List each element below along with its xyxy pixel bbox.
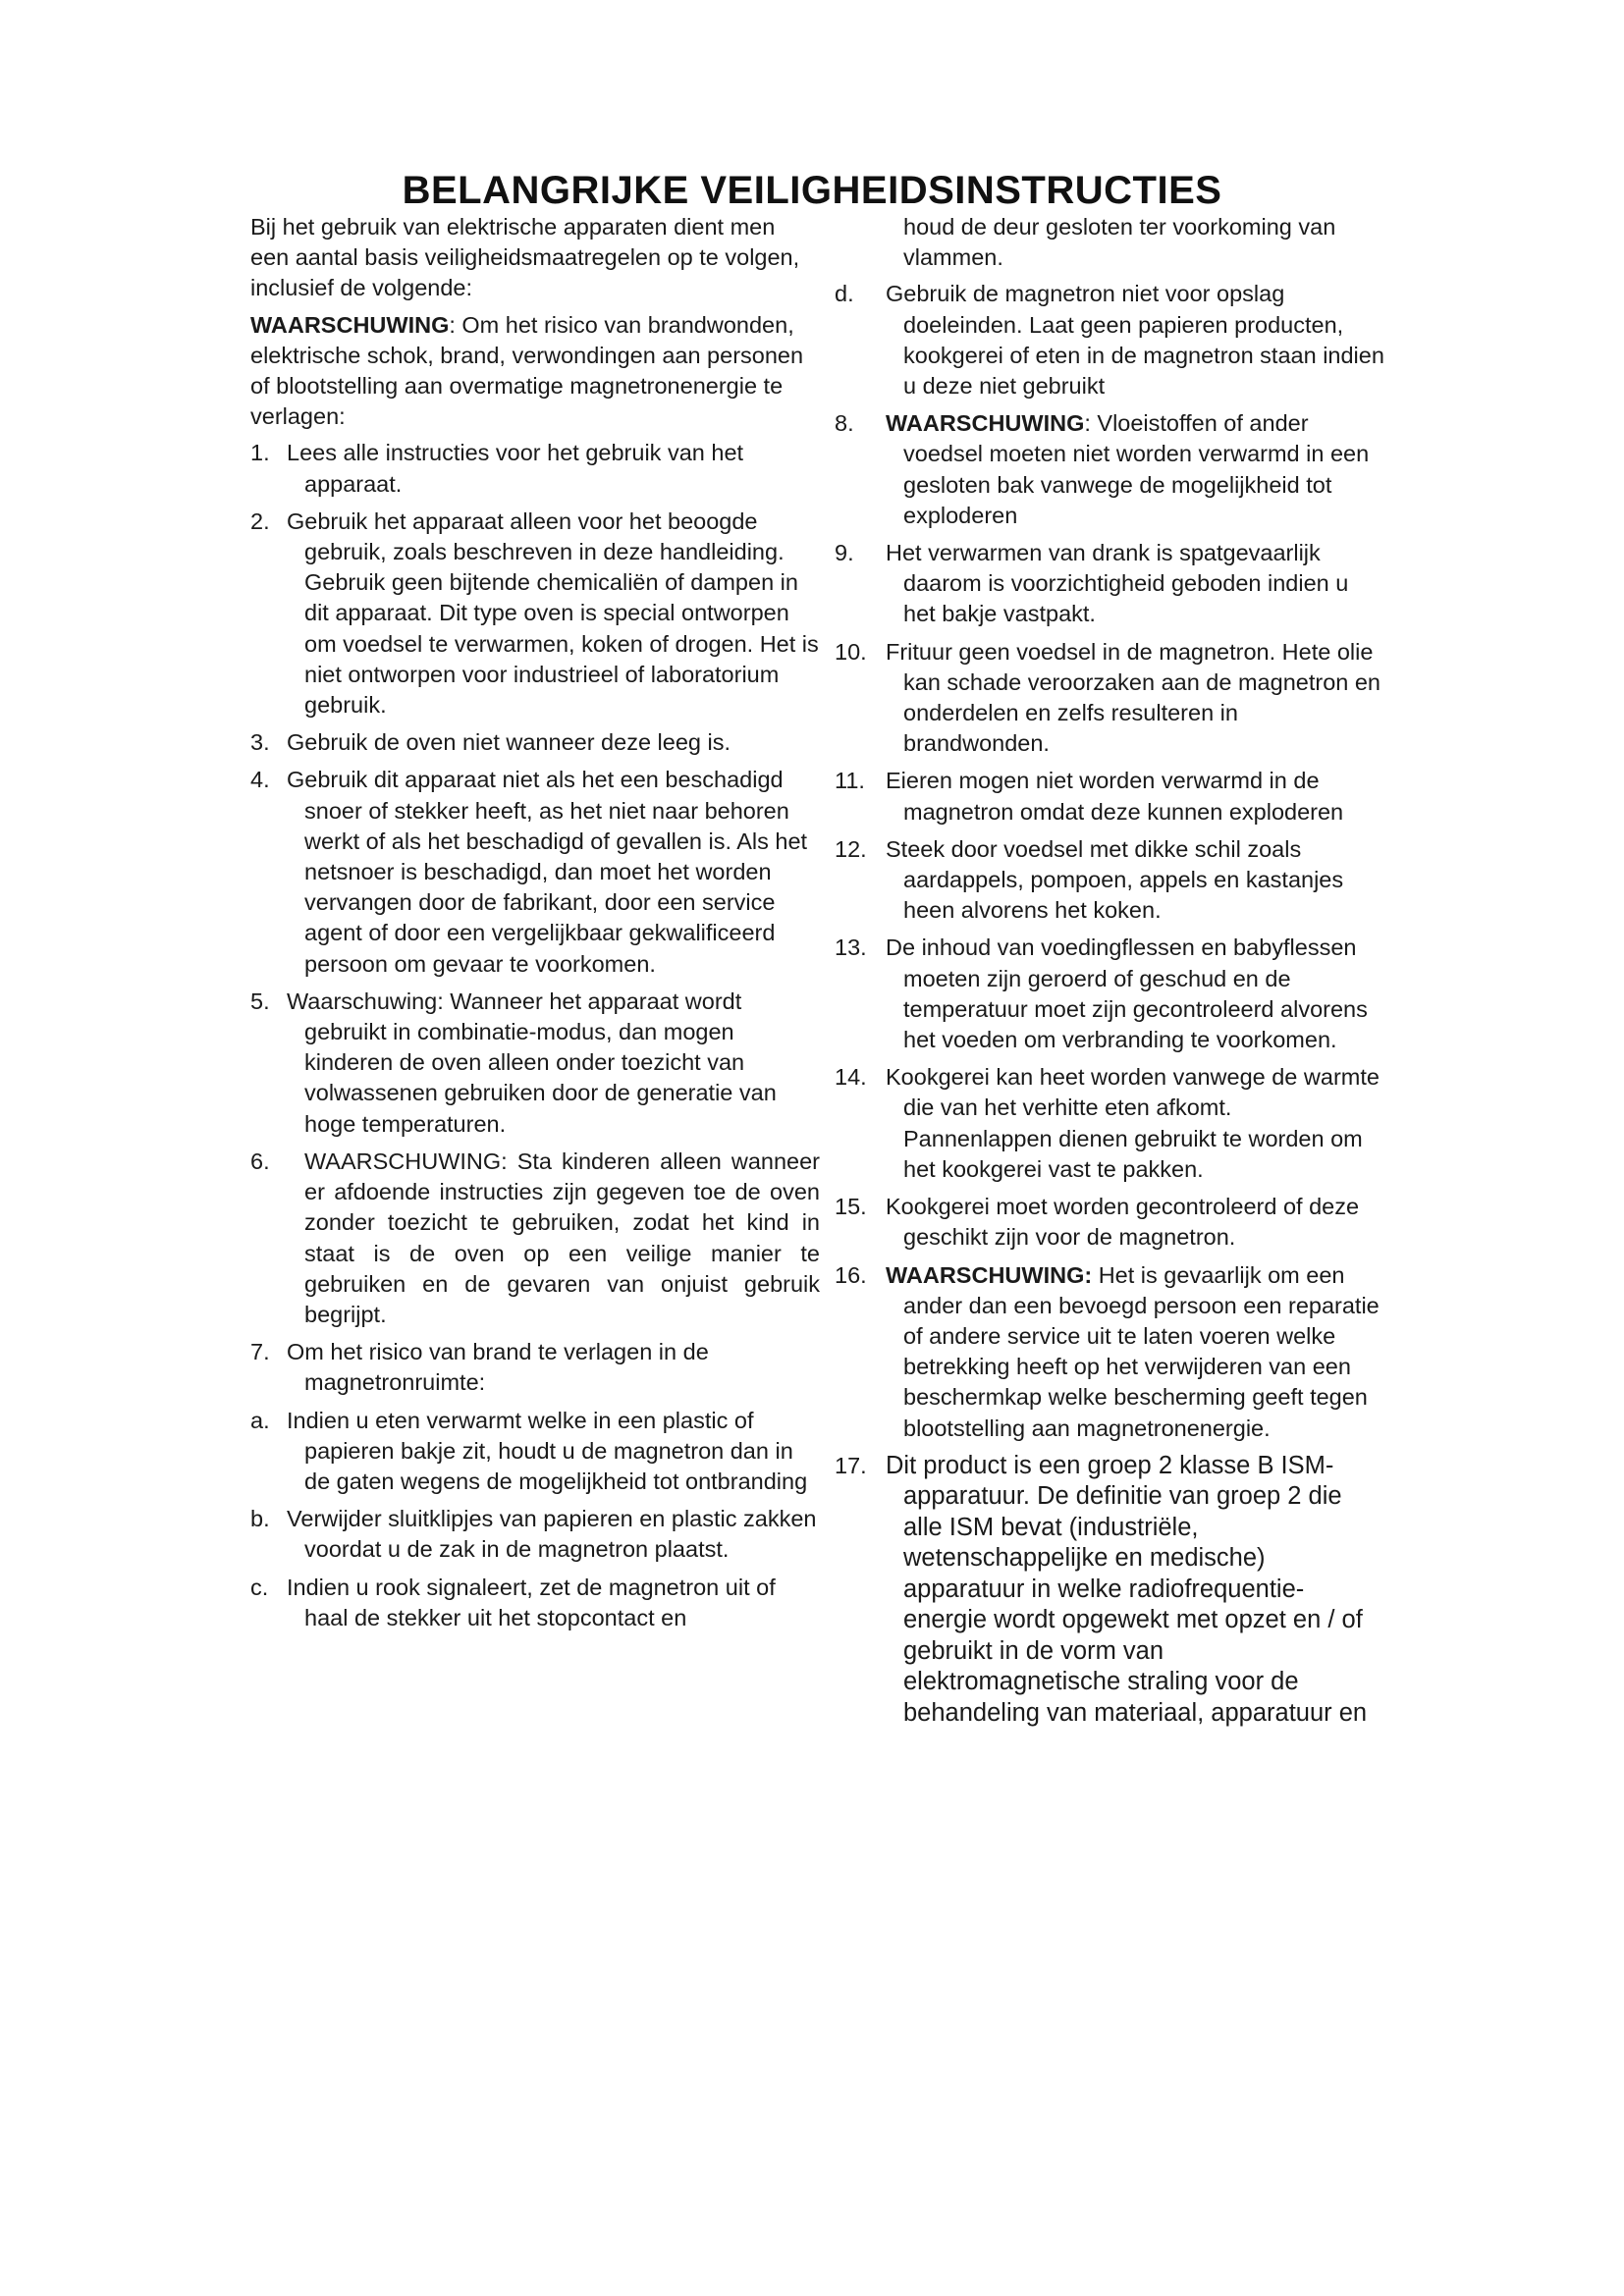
list-item-text: Frituur geen voedsel in de magnetron. Hete olie kan schade veroorzaken aan de magnetron en onderdelen en zelfs resulteren in brandwonden. <box>886 638 1380 757</box>
list-item <box>250 438 820 499</box>
warning-text: : Om het risico van brandwonden, elektrische schok, brand, verwondingen aan personen of blootstelling aan overmatige magnetronenergie te verlagen: <box>250 311 804 430</box>
list-item-text: Gebruik de oven niet wanneer deze leeg is. <box>287 729 731 756</box>
list-item <box>250 765 820 979</box>
list-item <box>835 1260 1384 1444</box>
list-item-text: Indien u eten verwarmt welke in een plastic of papieren bakje zit, houdt u de magnetron dan in de gaten wegens de mogelijkheid tot ontbranding <box>287 1407 808 1494</box>
list-item-text: Verwijder sluitklipjes van papieren en plastic zakken voordat u de zak in de magnetron plaatst. <box>287 1506 817 1563</box>
list-item <box>250 1147 820 1330</box>
list-item-text: Kookgerei moet worden gecontroleerd of deze geschikt zijn voor de magnetron. <box>886 1194 1360 1251</box>
list-item-text: Om het risico van brand te verlagen in de magnetronruimte: <box>287 1339 709 1396</box>
list-marker: d. <box>835 281 854 307</box>
list-marker: 7. <box>250 1339 270 1365</box>
list-item <box>250 1337 820 1398</box>
list-item-text: Gebruik dit apparaat niet als het een beschadigd snoer of stekker heeft, as het niet naar behoren werkt of als het beschadigd of gevallen is. Als het netsnoer is beschadigd, dan moet het worden vervangen door de fabrikant, door een service agent of door een vergelijkbaar gekwalificeerd persoon om gevaar te voorkomen. <box>287 767 808 977</box>
list-item <box>250 1504 820 1565</box>
list-marker: 1. <box>250 440 270 466</box>
list-marker: 6. <box>250 1148 270 1174</box>
list-item <box>835 538 1384 630</box>
list-marker: 2. <box>250 507 270 534</box>
list-item-text: Eieren mogen niet worden verwarmd in de magnetron omdat deze kunnen exploderen <box>886 768 1344 825</box>
list-item <box>835 766 1384 827</box>
list-item <box>835 1062 1384 1185</box>
list-item <box>250 727 820 758</box>
list-item <box>835 408 1384 531</box>
list-marker: 15. <box>835 1194 867 1220</box>
list-item-text: Waarschuwing: Wanneer het apparaat wordt gebruikt in combinatie-modus, dan mogen kinderen de oven alleen onder toezicht van volwassenen gebruiken door de generatie van hoge temperaturen. <box>287 988 777 1137</box>
list-marker: 12. <box>835 835 867 862</box>
list-item-text: WAARSCHUWING: Vloeistoffen of ander voedsel moeten niet worden verwarmd in een gesloten bak vanwege de mogelijkheid tot exploderen <box>886 410 1370 528</box>
list-item-text: Gebruik het apparaat alleen voor het beoogde gebruik, zoals beschreven in deze handleiding. Gebruik geen bijtende chemicaliën of dampen in dit apparaat. Dit type oven is special ontworpen om voedsel te verwarmen, koken of drogen. Het is niet ontworpen voor industrieel of laboratorium gebruik. <box>287 507 819 719</box>
warning-label: WAARSCHUWING <box>250 311 450 338</box>
list-item <box>835 1451 1384 1730</box>
list-item-text: Dit product is een groep 2 klasse B ISM-apparatuur. De definitie van groep 2 die alle ISM bevat (industriële, wetenschappelijke en medische) apparatuur in welke radiofrequentie-energie wordt opgewekt met opzet en / of gebruikt in de vorm van elektromagnetische straling voor de behandeling van materiaal, apparatuur en <box>886 1451 1368 1727</box>
list-item <box>250 1573 820 1633</box>
list-item-text: Gebruik de magnetron niet voor opslag doeleinden. Laat geen papieren producten, kookgerei of eten in de magnetron staan indien u deze niet gebruikt <box>886 281 1384 400</box>
list-marker: 8. <box>835 410 854 437</box>
list-marker: 17. <box>835 1452 867 1478</box>
list-item <box>250 507 820 721</box>
right-column <box>835 212 1384 1735</box>
list-item-text: Lees alle instructies voor het gebruik van het apparaat. <box>287 440 744 497</box>
list-item <box>835 834 1384 927</box>
list-marker: 13. <box>835 934 867 961</box>
list-marker: 3. <box>250 729 270 756</box>
page-title: BELANGRIJKE VEILIGHEIDSINSTRUCTIES <box>402 169 1222 212</box>
list-item-text: Het verwarmen van drank is spatgevaarlijk daarom is voorzichtigheid geboden indien u het bakje vastpakt. <box>886 540 1349 627</box>
list-marker: 5. <box>250 988 270 1014</box>
intro-paragraph: Bij het gebruik van elektrische apparaten dient men een aantal basis veiligheidsmaatregelen op te volgen, inclusief de volgende: <box>250 214 800 301</box>
list-item <box>250 1406 820 1498</box>
list-item-text: WAARSCHUWING: Het is gevaarlijk om een ander dan een bevoegd persoon een reparatie of andere service uit te laten voeren welke betrekking heeft op het verwijderen van een beschermkap welke bescherming geeft tegen blootstelling aan magnetronenergie. <box>886 1261 1380 1441</box>
list-marker: 4. <box>250 767 270 793</box>
list-item <box>835 279 1384 401</box>
list-item-text: Indien u rook signaleert, zet de magnetron uit of haal de stekker uit het stopcontact en <box>287 1574 776 1630</box>
list-marker: 14. <box>835 1064 867 1091</box>
warning-label: WAARSCHUWING: <box>886 1261 1093 1288</box>
continuation-text: houd de deur gesloten ter voorkoming van vlammen. <box>903 214 1336 271</box>
warning-label: WAARSCHUWING <box>886 410 1085 437</box>
list-marker: a. <box>250 1407 270 1433</box>
list-item <box>250 987 820 1140</box>
list-marker: 11. <box>835 768 865 794</box>
list-item <box>835 637 1384 760</box>
list-marker: 9. <box>835 540 854 566</box>
list-item-text: De inhoud van voedingflessen en babyflessen moeten zijn geroerd of geschud en de temperatuur moet zijn gecontroleerd alvorens het voeden om verbranding te voorkomen. <box>886 934 1368 1053</box>
list-item-text: Kookgerei kan heet worden vanwege de warmte die van het verhitte eten afkomt. Pannenlappen dienen gebruikt te worden om het kookgerei vast te pakken. <box>886 1064 1380 1182</box>
list-item <box>835 1192 1384 1253</box>
list-item-text: WAARSCHUWING: Sta kinderen alleen wanneer er afdoende instructies zijn gegeven toe de oven zonder toezicht te gebruiken, zodat het kind in staat is de oven op een veilige manier te gebruiken en de gevaren van onjuist gebruik begrijpt. <box>304 1148 820 1327</box>
list-item-text: Steek door voedsel met dikke schil zoals aardappels, pompoen, appels en kastanjes heen alvorens het koken. <box>886 835 1344 924</box>
list-marker: 16. <box>835 1261 867 1288</box>
warning-paragraph <box>250 310 820 433</box>
list-marker: c. <box>250 1574 269 1600</box>
list-marker: 10. <box>835 638 867 665</box>
left-column <box>250 212 820 1640</box>
list-marker: b. <box>250 1506 270 1532</box>
list-item <box>835 933 1384 1055</box>
